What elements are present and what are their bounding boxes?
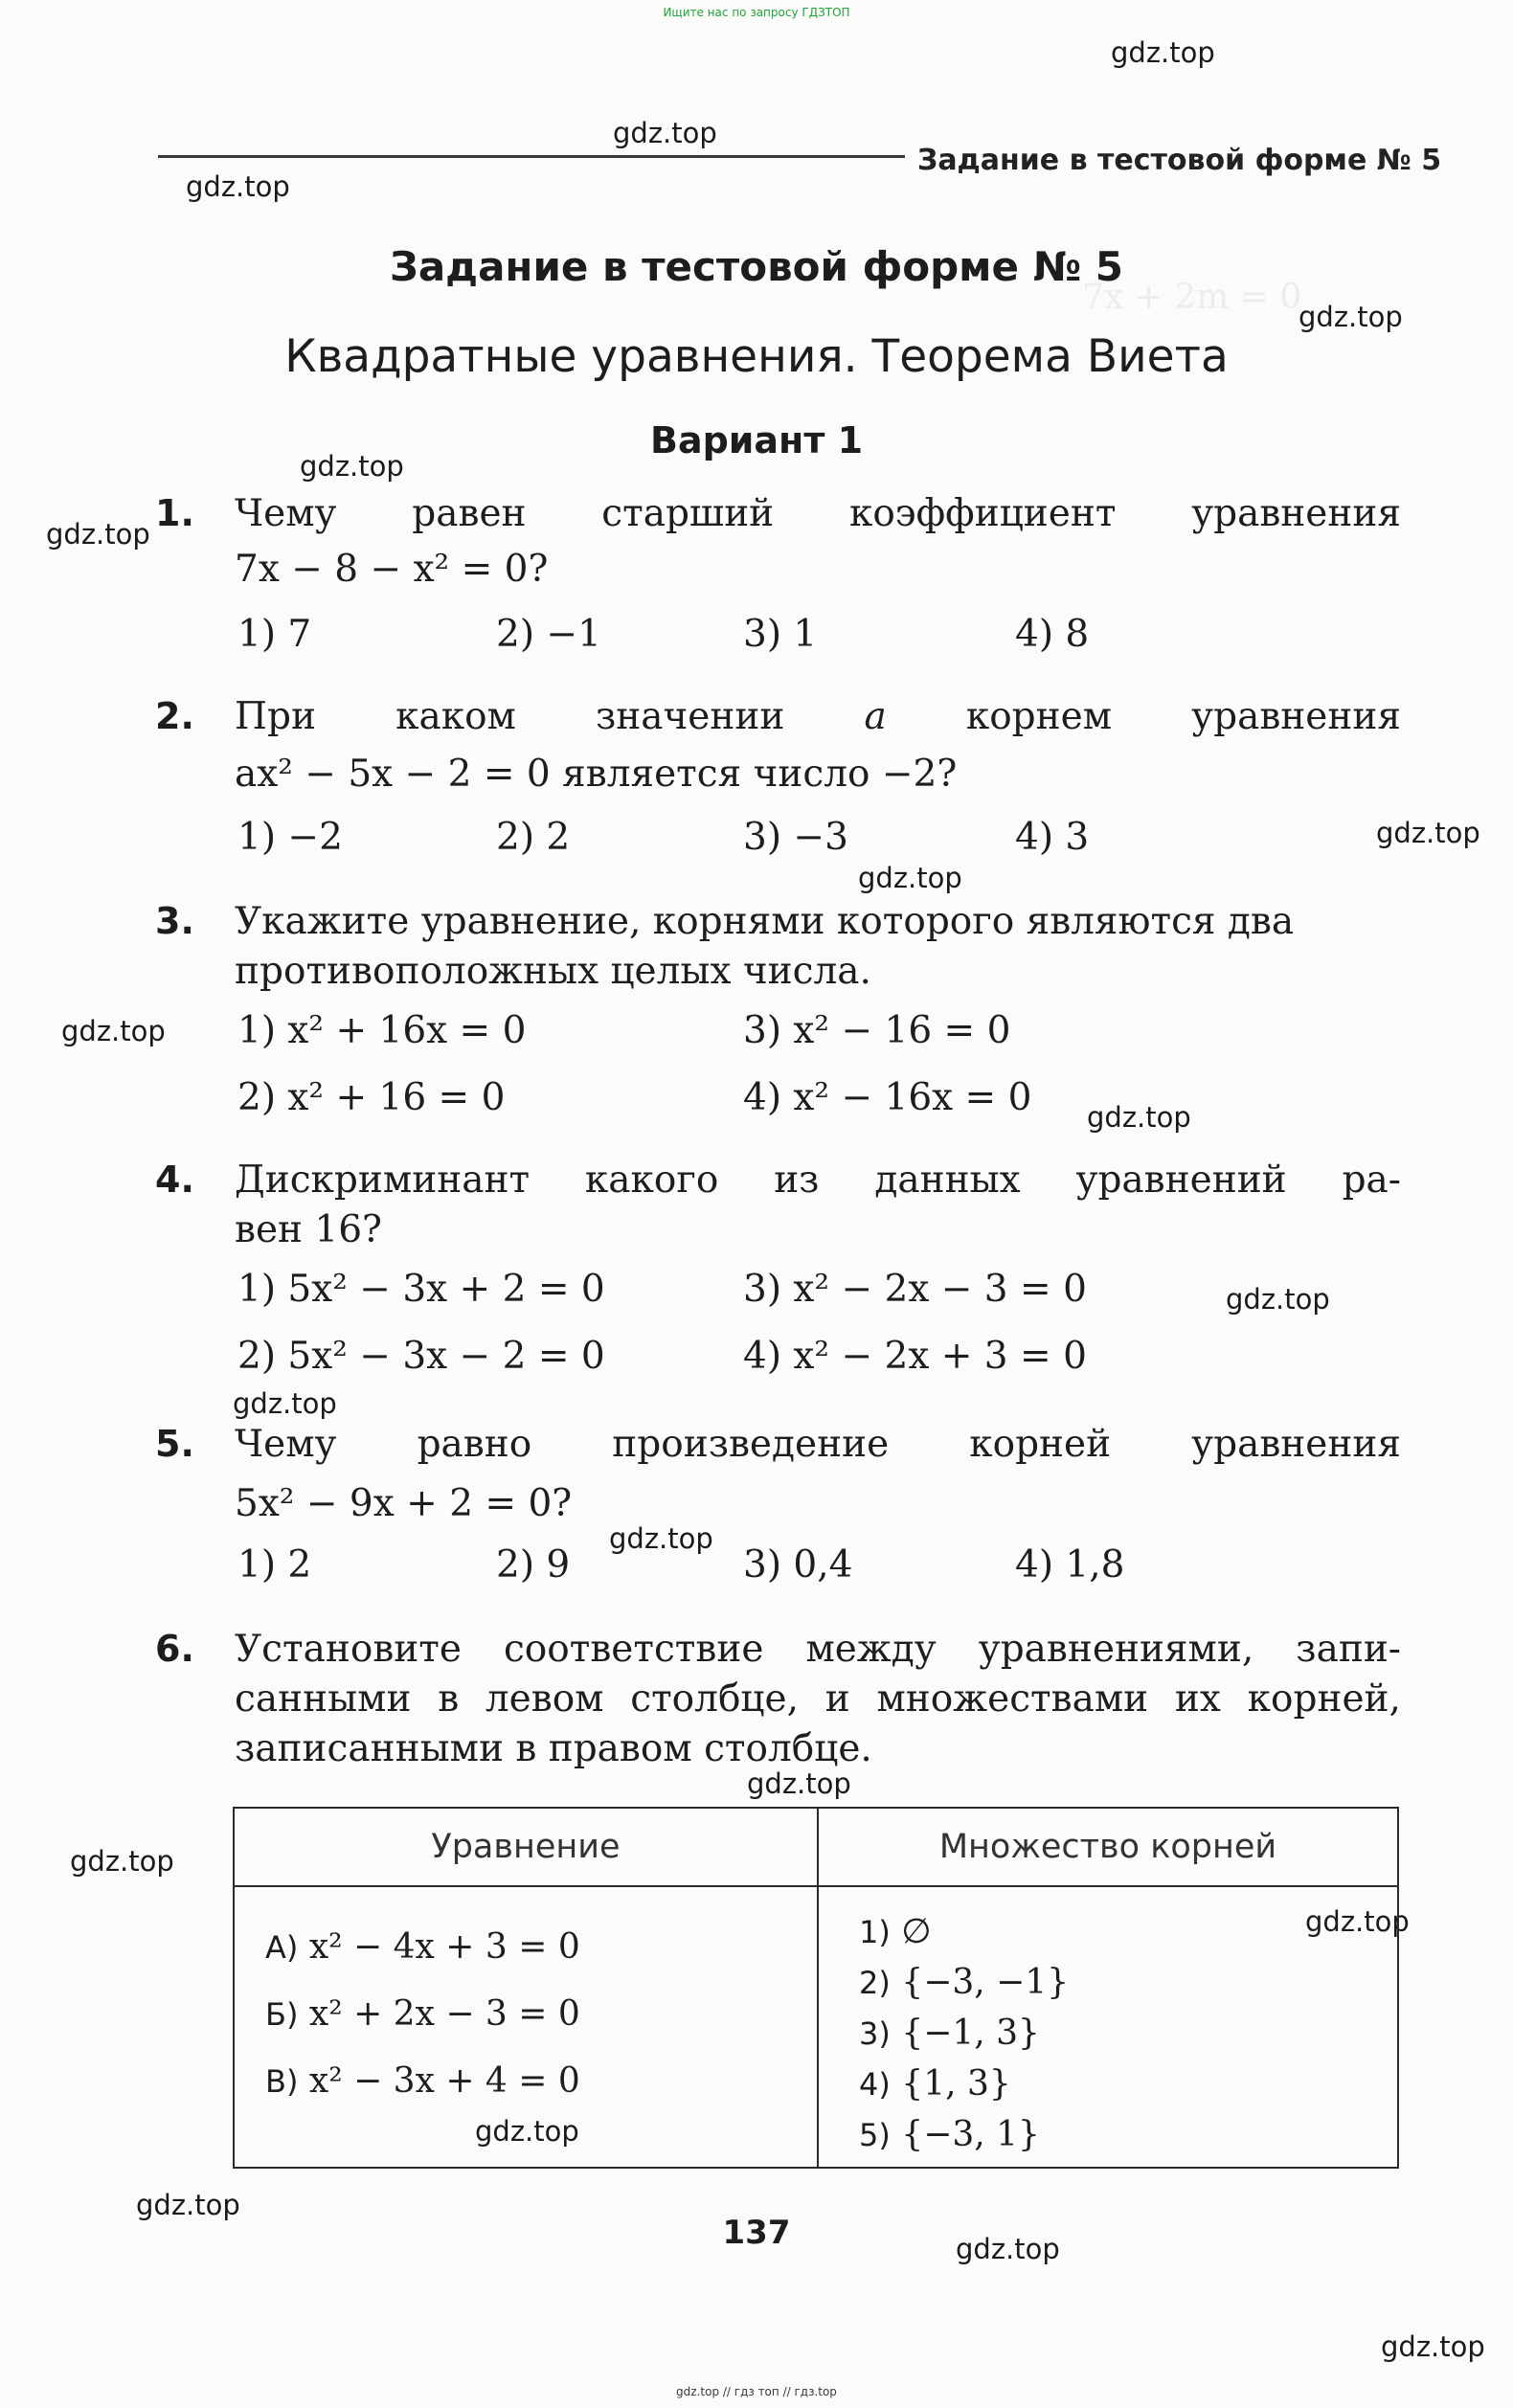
set-label: 4) [859,2066,891,2103]
column-header-root-set: Множество корней [818,1808,1398,1886]
question-text [235,492,1401,535]
text: является число −2? [562,753,958,796]
equation: x² − 3x + 4 = 0 [308,2061,580,2101]
root-set-item [819,2109,1397,2160]
set-label: 5) [859,2117,891,2153]
equation: ax² − 5x − 2 = 0 [235,753,551,796]
question-number: 4. [155,1159,194,1201]
word: запи- [1296,1628,1401,1671]
word: старший [601,492,775,535]
word: Установите [235,1628,462,1671]
word: множествами [876,1677,1149,1721]
watermark: gdz.top [858,862,962,894]
watermark: gdz.top [956,2233,1060,2265]
answer-option: 4) 1,8 [1015,1543,1125,1587]
word: каком [395,695,516,738]
root-set: {−3, 1} [901,2115,1040,2154]
word: между [805,1628,937,1671]
show-through-text: 7x + 2m = 0 [1082,278,1302,317]
watermark: gdz.top [186,170,290,203]
bottom-note: gdz.top // гдз топ // гдз.top [676,2385,837,2398]
word: ра- [1342,1159,1401,1202]
word: произведение [612,1423,890,1466]
root-set: {−3, −1} [901,1963,1070,2002]
answer-option: 3) x² − 2x − 3 = 0 [743,1268,1087,1311]
answer-option: 3) 0,4 [743,1543,853,1587]
root-set-item [819,2059,1397,2109]
equation-item [235,1914,817,1981]
root-set-item [819,2008,1397,2059]
question-text [235,1677,1401,1721]
answer-option: 3) −3 [743,816,848,859]
question-text [235,1159,1401,1202]
word: в [438,1677,460,1721]
question-text [235,1628,1401,1671]
header-rule [158,155,905,158]
watermark: gdz.top [46,518,150,551]
watermark: gdz.top [609,1522,713,1555]
root-set: {1, 3} [901,2064,1011,2104]
question-number: 6. [155,1628,194,1670]
question-number: 3. [155,900,194,942]
question-line [235,753,957,796]
page-number: 137 [722,2214,791,2252]
word: корней [969,1423,1112,1466]
equation: x² − 4x + 3 = 0 [308,1927,580,1967]
table-row [234,1886,1398,2168]
word: уравнений [1075,1159,1287,1202]
running-head: Задание в тестовой форме № 5 [917,144,1442,177]
root-set: {−1, 3} [901,2014,1040,2053]
question-equation: 7x − 8 − x² = 0? [235,548,549,591]
page-subtitle: Квадратные уравнения. Теорема Виета [284,330,1229,383]
watermark: gdz.top [233,1387,337,1420]
answer-option: 1) 7 [237,613,312,656]
word: равен [412,492,527,535]
answer-option: 2) 9 [496,1543,571,1587]
watermark: gdz.top [1087,1101,1191,1134]
watermark: gdz.top [300,450,404,483]
question-number: 1. [155,492,194,534]
word: столбце, [630,1677,799,1721]
word: санными [235,1677,412,1721]
top-note: Ищите нас по запросу ГДЗТОП [663,6,850,19]
answer-option: 1) −2 [237,816,343,859]
answer-option: 4) 3 [1015,816,1090,859]
page-title: Задание в тестовой форме № 5 [389,243,1123,290]
variant-heading: Вариант 1 [649,419,864,461]
set-label: 3) [859,2015,891,2052]
equation-label: В) [265,2063,299,2100]
answer-option: 3) x² − 16 = 0 [743,1009,1011,1052]
word: их [1174,1677,1221,1721]
word: уравнения [1191,695,1401,738]
watermark: gdz.top [136,2189,240,2221]
answer-option: 3) 1 [743,613,818,656]
word: корней, [1247,1677,1401,1721]
word: При [235,695,316,738]
answer-option: 2) x² + 16 = 0 [237,1076,506,1119]
word: коэффициент [848,492,1117,535]
variable: a [864,695,887,738]
word: из [774,1159,820,1202]
watermark: gdz.top [747,1767,851,1800]
answer-option: 1) 5x² − 3x + 2 = 0 [237,1268,605,1311]
set-label: 2) [859,1965,891,2001]
word: равно [417,1423,532,1466]
word: соответствие [503,1628,764,1671]
equation-label: Б) [265,1996,299,2033]
watermark: gdz.top [613,117,717,149]
word: данных [874,1159,1021,1202]
answer-option: 1) x² + 16x = 0 [237,1009,527,1052]
equation-label: А) [265,1929,299,1966]
root-set-item [819,1957,1397,2008]
answer-option: 2) 2 [496,816,571,859]
word: и [824,1677,850,1721]
word: Чему [235,1423,337,1466]
equation-item [235,1981,817,2048]
word: корнем [965,695,1113,738]
matching-table [233,1807,1399,2169]
word: уравнениями, [978,1628,1254,1671]
watermark: gdz.top [70,1845,174,1878]
answer-option: 2) −1 [496,613,601,656]
answer-option: 1) 2 [237,1543,312,1587]
question-text [235,695,1401,738]
watermark: gdz.top [1226,1283,1330,1316]
set-label: 1) [859,1914,891,1950]
answer-option: 4) x² − 2x + 3 = 0 [743,1335,1087,1378]
root-set-item [819,1906,1397,1957]
equations-cell [234,1886,818,2168]
question-number: 5. [155,1423,194,1465]
watermark: gdz.top [1376,817,1480,849]
word: значении [596,695,785,738]
answer-option: 4) x² − 16x = 0 [743,1076,1032,1119]
equation: x² + 2x − 3 = 0 [308,1994,580,2034]
word: левом [485,1677,604,1721]
table-header-row [234,1808,1398,1886]
watermark: gdz.top [1305,1905,1410,1938]
word: Дискриминант [235,1159,531,1202]
watermark: gdz.top [1298,301,1403,333]
question-text [235,1423,1401,1466]
answer-option: 4) 8 [1015,613,1090,656]
equation-item [235,2048,817,2115]
question-text: противоположных целых числа. [235,950,871,993]
root-set: ∅ [901,1912,932,1951]
watermark: gdz.top [1381,2330,1485,2363]
question-equation: 5x² − 9x + 2 = 0? [235,1482,573,1525]
watermark: gdz.top [1111,36,1215,69]
word: уравнения [1191,492,1401,535]
answer-option: 2) 5x² − 3x − 2 = 0 [237,1335,605,1378]
question-text: записанными в правом столбце. [235,1727,872,1770]
column-header-equation: Уравнение [234,1808,818,1886]
question-text: вен 16? [235,1208,382,1251]
question-number: 2. [155,695,194,737]
word: какого [584,1159,719,1202]
word: уравнения [1191,1423,1401,1466]
question-text: Укажите уравнение, корнями которого являются два [235,900,1295,943]
word: Чему [235,492,337,535]
watermark: gdz.top [61,1015,166,1047]
watermark: gdz.top [475,2115,579,2148]
root-sets-cell [818,1886,1398,2168]
